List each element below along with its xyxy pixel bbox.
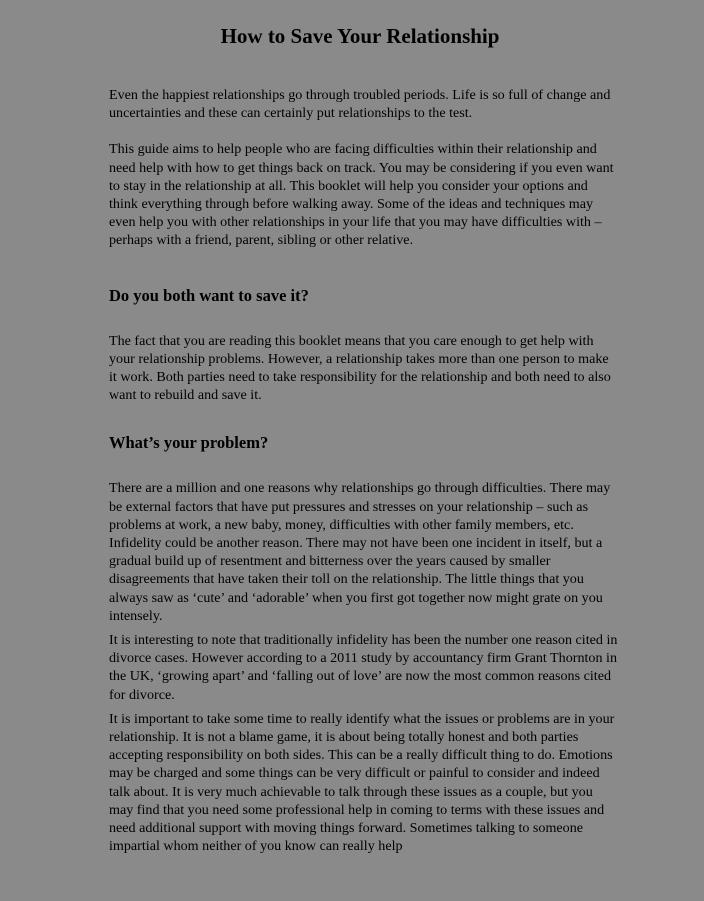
section-heading-problem: What’s your problem? — [109, 433, 269, 453]
section-heading-save-it: Do you both want to save it? — [109, 285, 309, 305]
intro-paragraph-2: This guide aims to help people who are facing difficulties within their relationship and need help with how to get things back on track. You may be considering if you even want to stay in the relationship at all. This booklet will help you consider your options and think everything through before walking away. Some of the ideas and techniques may even help you with other relationships in your life that you may have difficulties with – perhaps with a friend, parent, sibling or other relative. — [109, 141, 614, 249]
problem-paragraph-3: It is important to take some time to really identify what the issues or problems are in your relationship. It is not a blame game, it is about being totally honest and both parties accepting responsibility on both sides. This can be a really difficult thing to do. Emotions may be charged and some things can be very difficult or painful to consider and indeed talk about. It is very much achievable to talk through these issues as a couple, but you may find that you need some professional help in coming to terms with these issues and need additional support with moving things forward. Sometimes talking to someone impartial whom neither of you know can really help — [109, 710, 615, 855]
document-body — [109, 86, 619, 856]
section-save-it-paragraph: The fact that you are reading this booklet means that you care enough to get help with your relationship problems. However, a relationship takes more than one person to make it work. Both parties need to take responsibility for the relationship and both need to also want to rebuild and save it. — [109, 332, 611, 404]
intro-paragraph-1: Even the happiest relationships go through troubled periods. Life is so full of change and uncertainties and these can certainly put relationships to the test. — [109, 87, 611, 122]
page-title: How to Save Your Relationship — [220, 24, 500, 48]
problem-paragraph-2: It is interesting to note that traditionally infidelity has been the number one reason cited in divorce cases. However according to a 2011 study by accountancy firm Grant Thornton in the UK, ‘growing apart’ and ‘falling out of love’ are now the most common reasons cited for divorce. — [109, 632, 618, 703]
problem-paragraph-1: There are a million and one reasons why relationships go through difficulties. There may be external factors that have put pressures and stresses on your relationship – such as problems at work, a new baby, money, difficulties with other family members, etc. Infidelity could be another reason. There may not have been one incident in itself, but a gradual build up of resentment and bitterness over the years caused by smaller disagreements that have taken their toll on the relationship. The little things that you always saw as ‘cute’ and ‘adorable’ when you first got together now might grate on you intensely. — [109, 480, 611, 624]
